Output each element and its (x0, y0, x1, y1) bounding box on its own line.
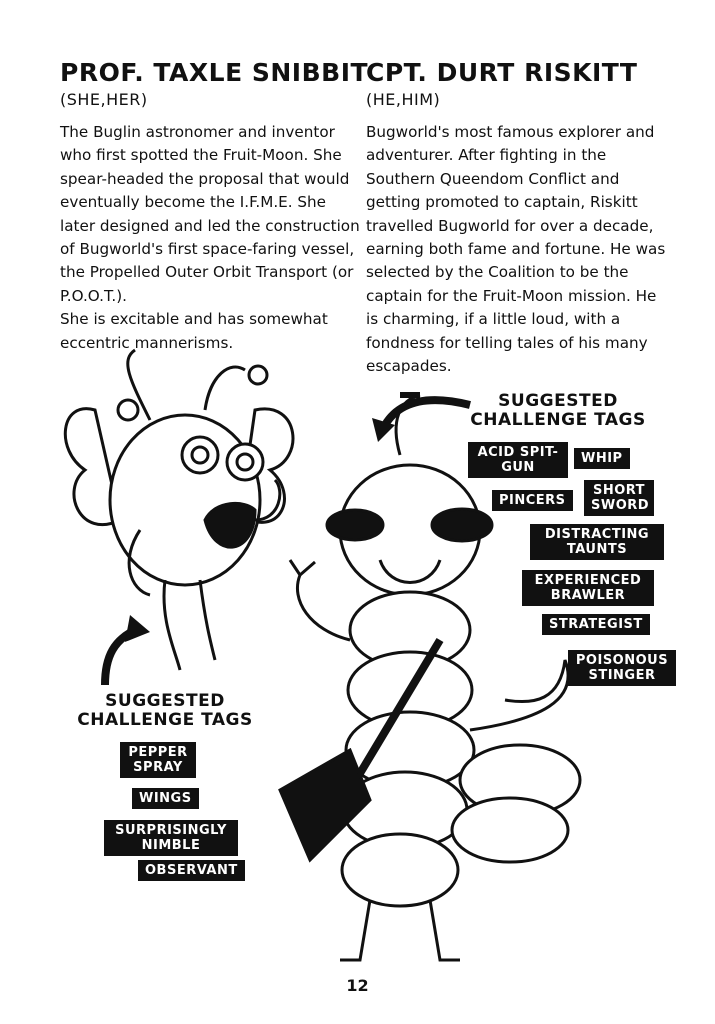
page-number: 12 (346, 976, 369, 995)
challenge-tags-heading (70, 692, 260, 730)
challenge-tag: SHORT SWORD (584, 480, 654, 516)
challenge-tag: DISTRACTING TAUNTS (530, 524, 664, 560)
left-character-column (60, 58, 369, 355)
durt-riskitt-illustration (280, 395, 580, 960)
challenge-tag: ACID SPIT-GUN (468, 442, 568, 478)
character-name: PROF. TAXLE SNIBBIT (60, 58, 369, 87)
character-bio (60, 121, 360, 355)
character-name: CPT. DURT RISKITT (366, 58, 638, 87)
bio-paragraph: Bugworld's most famous explorer and adventurer. After fighting in the Southern Queendom Conflict and getting promoted to captain, Riskitt travelled Bugworld for over a decade, earning both fame and fortune. He was selected by the Coalition to be the captain for the Fruit-Moon mission. He is charming, if a little loud, with a fondness for telling tales of his many escapades. (366, 123, 666, 376)
character-bio (366, 121, 666, 378)
challenge-tags-heading (468, 392, 648, 430)
challenge-tag: STRATEGIST (542, 614, 650, 635)
character-pronouns: (SHE,HER) (60, 90, 148, 109)
challenge-tag: EXPERIENCED BRAWLER (522, 570, 654, 606)
bio-paragraph: The Buglin astronomer and inventor who first spotted the Fruit-Moon. She spear-headed the proposal that would eventually become the I.F.M.E. She later designed and led the construction of Bugworld's first space-faring vessel, the Propelled Outer Orbit Transport (or P.O.O.T.). (60, 123, 360, 305)
heading-line: SUGGESTED (498, 391, 618, 411)
challenge-tag: POISONOUS STINGER (568, 650, 676, 686)
challenge-tag: OBSERVANT (138, 860, 245, 881)
challenge-tag: SURPRISINGLY NIMBLE (104, 820, 238, 856)
right-character-column (366, 58, 666, 378)
challenge-tag: WINGS (132, 788, 199, 809)
character-pronouns: (HE,HIM) (366, 90, 441, 109)
taxle-snibbit-illustration (65, 350, 293, 670)
challenge-tag: WHIP (574, 448, 630, 469)
bio-paragraph: She is excitable and has somewhat eccentric mannerisms. (60, 310, 328, 352)
heading-line: CHALLENGE TAGS (77, 710, 253, 730)
heading-line: SUGGESTED (105, 691, 225, 711)
heading-line: CHALLENGE TAGS (470, 410, 646, 430)
challenge-tag: PEPPER SPRAY (120, 742, 196, 778)
challenge-tag: PINCERS (492, 490, 573, 511)
